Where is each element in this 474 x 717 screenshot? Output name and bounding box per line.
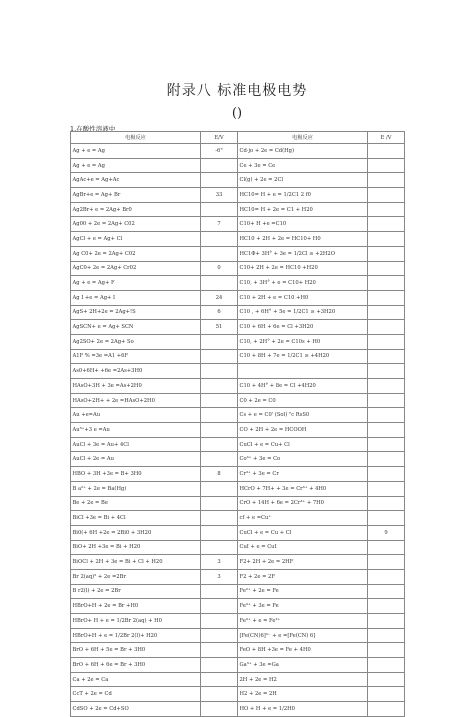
- ev-left-cell: [201, 173, 238, 188]
- reaction-right-cell: F2 + 2e = 2F: [238, 569, 368, 584]
- ev-left-cell: [201, 672, 238, 687]
- table-row: [71, 599, 405, 614]
- table-row: [71, 540, 405, 555]
- reaction-left-cell: Ag2Br+ e = 2Ag+ Br0: [71, 202, 201, 217]
- table-row: [71, 408, 405, 423]
- ev-left-cell: [201, 276, 238, 291]
- reaction-right-cell: Ce + 3e = Ce: [238, 158, 368, 173]
- ev-right-cell: [368, 643, 405, 658]
- ev-right-cell: [368, 481, 405, 496]
- table-row: [71, 643, 405, 658]
- ev-left-cell: [201, 393, 238, 408]
- ev-left-cell: 3: [201, 555, 238, 570]
- reaction-left-cell: AgC0+ 2e = 2Ag+ Cr02: [71, 261, 201, 276]
- table-row: [71, 320, 405, 335]
- ev-right-cell: [368, 672, 405, 687]
- table-row: [71, 658, 405, 673]
- ev-left-cell: [201, 643, 238, 658]
- ev-right-cell: [368, 393, 405, 408]
- ev-right-cell: [368, 334, 405, 349]
- reaction-right-cell: C0 + 2e = C0: [238, 393, 368, 408]
- ev-right-cell: [368, 423, 405, 438]
- ev-left-cell: [201, 452, 238, 467]
- ev-right-cell: [368, 144, 405, 159]
- table-row: [71, 496, 405, 511]
- reaction-left-cell: Ag + e = Ag+ F: [71, 276, 201, 291]
- reaction-right-cell: C10 + 2H + e = C10 +H0: [238, 290, 368, 305]
- ev-right-cell: [368, 452, 405, 467]
- reaction-right-cell: HC10= H + 2e = C1 + H20: [238, 202, 368, 217]
- reaction-left-cell: HAsO+3H + 3e =As+2H0: [71, 379, 201, 394]
- reaction-right-cell: C10+ 2H + 2e = HC10 +H20: [238, 261, 368, 276]
- ev-right-cell: [368, 702, 405, 717]
- ev-left-cell: [201, 614, 238, 629]
- ev-right-cell: [368, 569, 405, 584]
- reaction-right-cell: HC1Φ+ 3H° + 3e = 1/2Cl ≥ +2H2O: [238, 246, 368, 261]
- table-row: [71, 334, 405, 349]
- ev-left-cell: [201, 408, 238, 423]
- ev-left-cell: -6": [201, 144, 238, 159]
- ev-right-cell: [368, 320, 405, 335]
- table-row: [71, 672, 405, 687]
- ev-right-cell: [368, 364, 405, 379]
- table-header-row: [71, 132, 405, 144]
- ev-left-cell: [201, 232, 238, 247]
- ev-right-cell: [368, 496, 405, 511]
- reaction-left-cell: HBO + 3H +3e = B+ 3H0: [71, 467, 201, 482]
- ev-left-cell: [201, 481, 238, 496]
- reaction-right-cell: H2 + 2e = 2H: [238, 687, 368, 702]
- ev-left-cell: 7: [201, 217, 238, 232]
- electrode-potential-table: [70, 131, 405, 717]
- reaction-left-cell: B r2(l) + 2e = 2Br: [71, 584, 201, 599]
- reaction-left-cell: As0+6H+ +6e =2As+3H0: [71, 364, 201, 379]
- reaction-right-cell: HO + H + e = 1/2H0: [238, 702, 368, 717]
- reaction-left-cell: HBrO+H + 2e = Br +H0: [71, 599, 201, 614]
- reaction-right-cell: Cr³⁺ + 3e = Cr: [238, 467, 368, 482]
- reaction-right-cell: C10+ H +e =C10: [238, 217, 368, 232]
- ev-left-cell: [201, 379, 238, 394]
- reaction-right-cell: F2+ 2H + 2e = 2HF: [238, 555, 368, 570]
- ev-right-cell: [368, 305, 405, 320]
- ev-left-cell: 51: [201, 320, 238, 335]
- reaction-right-cell: C10 , + 6H° + 5e = 1/2C1 ≥ +3H20: [238, 305, 368, 320]
- table-row: [71, 246, 405, 261]
- reaction-left-cell: AgAc+e = Ag+Ac: [71, 173, 201, 188]
- reaction-left-cell: AgBr+e = Ag+ Br: [71, 188, 201, 203]
- reaction-right-cell: Cs + e = C0' (Sol) "c RsS0: [238, 408, 368, 423]
- ev-left-cell: [201, 349, 238, 364]
- reaction-right-cell: Fe³⁺ + 3e = Fe: [238, 599, 368, 614]
- header-reaction-right: 电极反应: [238, 132, 368, 144]
- reaction-left-cell: Br 2(aq)² + 2e =2Br: [71, 569, 201, 584]
- ev-right-cell: [368, 628, 405, 643]
- reaction-left-cell: HBrO+H + e = 1/2Br 2(l)+ H20: [71, 628, 201, 643]
- page-subtitle: (): [231, 106, 243, 121]
- reaction-right-cell: [Fe(CN)6]³⁻ + e =[Fe(CN) 6]: [238, 628, 368, 643]
- ev-left-cell: [201, 158, 238, 173]
- ev-right-cell: [368, 158, 405, 173]
- table-row: [71, 144, 405, 159]
- reaction-left-cell: A1F % =3e =A1 +6F: [71, 349, 201, 364]
- ev-right-cell: [368, 290, 405, 305]
- reaction-left-cell: BiO+ 2H +3e = Bi + H20: [71, 540, 201, 555]
- ev-left-cell: [201, 687, 238, 702]
- ev-right-cell: 9: [368, 525, 405, 540]
- ev-right-cell: [368, 584, 405, 599]
- table-row: [71, 452, 405, 467]
- reaction-left-cell: Bi0(+ 6H +2e = 2Bi0 + 3H20: [71, 525, 201, 540]
- ev-left-cell: [201, 364, 238, 379]
- ev-left-cell: [201, 702, 238, 717]
- ev-right-cell: [368, 687, 405, 702]
- ev-right-cell: [368, 658, 405, 673]
- ev-right-cell: [368, 232, 405, 247]
- reaction-right-cell: CuCl + e = Cu+ Cl: [238, 437, 368, 452]
- reaction-left-cell: CcT + 2e = Cd: [71, 687, 201, 702]
- table-row: [71, 614, 405, 629]
- ev-left-cell: [201, 658, 238, 673]
- ev-right-cell: [368, 511, 405, 526]
- reaction-right-cell: C10, + 3H° + e = C10+ H20: [238, 276, 368, 291]
- reaction-right-cell: HC10 + 2H + 2e = HC10+ H0: [238, 232, 368, 247]
- ev-right-cell: [368, 202, 405, 217]
- reaction-right-cell: CuCl + e = Cu + Cl: [238, 525, 368, 540]
- table-row: [71, 584, 405, 599]
- ev-right-cell: [368, 276, 405, 291]
- table-row: [71, 261, 405, 276]
- ev-right-cell: [368, 540, 405, 555]
- reaction-right-cell: C10 + 6H + 6e = Cl +3H20: [238, 320, 368, 335]
- page-title: 附录八 标准电极电势: [166, 83, 308, 99]
- reaction-right-cell: C10 + 8H + 7e = 1/2C1 ≥ +4H20: [238, 349, 368, 364]
- ev-right-cell: [368, 614, 405, 629]
- ev-right-cell: [368, 379, 405, 394]
- reaction-left-cell: AgCl + e = Ag+ Cl: [71, 232, 201, 247]
- table-row: [71, 158, 405, 173]
- reaction-right-cell: Ga³⁺ + 3e =Ga: [238, 658, 368, 673]
- reaction-left-cell: Au³⁺+3 e =Au: [71, 423, 201, 438]
- ev-left-cell: 33: [201, 188, 238, 203]
- table-row: [71, 525, 405, 540]
- section-heading: 1.在酸性溶液中: [70, 125, 116, 133]
- header-reaction-left: 电极反应: [71, 132, 201, 144]
- ev-left-cell: [201, 423, 238, 438]
- reaction-right-cell: Fe³⁺ + e = Fe²⁺: [238, 614, 368, 629]
- ev-left-cell: [201, 246, 238, 261]
- reaction-left-cell: Ca + 2e = Ca: [71, 672, 201, 687]
- reaction-left-cell: Ag C0+ 2e = 2Ag+ C02: [71, 246, 201, 261]
- reaction-left-cell: BiCl +3e = Bi + 4Cl: [71, 511, 201, 526]
- table-row: [71, 628, 405, 643]
- reaction-right-cell: cf + e =Cu⁺: [238, 511, 368, 526]
- reaction-right-cell: C10 + 4H° + 8e = Cl +4H20: [238, 379, 368, 394]
- ev-left-cell: 24: [201, 290, 238, 305]
- header-ev-right: E /V: [368, 132, 405, 144]
- table-row: [71, 290, 405, 305]
- reaction-right-cell: CuI + e = CuI: [238, 540, 368, 555]
- table-row: [71, 202, 405, 217]
- ev-left-cell: 6: [201, 305, 238, 320]
- reaction-left-cell: AuCl + 2e = Au: [71, 452, 201, 467]
- reaction-left-cell: B a²⁺ + 2e = Ba(Hg): [71, 481, 201, 496]
- table-row: [71, 276, 405, 291]
- reaction-left-cell: AgSCN+ e = Ag+ SCN: [71, 320, 201, 335]
- reaction-left-cell: BiOCl + 2H + 3e = Bi + Cl + H20: [71, 555, 201, 570]
- ev-left-cell: 8: [201, 467, 238, 482]
- reaction-right-cell: FeO + 8H +3e = Fe + 4H0: [238, 643, 368, 658]
- reaction-right-cell: HCrO + 7H+ + 3e = Cr³⁺ + 4H0: [238, 481, 368, 496]
- ev-right-cell: [368, 217, 405, 232]
- ev-left-cell: [201, 540, 238, 555]
- ev-right-cell: [368, 408, 405, 423]
- table-row: [71, 423, 405, 438]
- reaction-left-cell: Ag00 + 2e = 2Ag+ C02: [71, 217, 201, 232]
- ev-left-cell: [201, 628, 238, 643]
- reaction-left-cell: Ag + e = Ag: [71, 158, 201, 173]
- reaction-left-cell: CdSO + 2e = Cd+SO: [71, 702, 201, 717]
- ev-right-cell: [368, 599, 405, 614]
- reaction-left-cell: HAsO+2H+ + 2e =HAsO+2H0: [71, 393, 201, 408]
- reaction-right-cell: CrO + 14H + 6e = 2Cr³⁺ + 7H0: [238, 496, 368, 511]
- ev-right-cell: [368, 467, 405, 482]
- table-row: [71, 511, 405, 526]
- reaction-left-cell: Ag + e = Ag: [71, 144, 201, 159]
- ev-right-cell: [368, 555, 405, 570]
- ev-right-cell: [368, 188, 405, 203]
- reaction-left-cell: Ag2SO+ 2e = 2Ag+ So: [71, 334, 201, 349]
- ev-right-cell: [368, 173, 405, 188]
- table-row: [71, 349, 405, 364]
- table-row: [71, 437, 405, 452]
- reaction-right-cell: Cd·jo + 2e = Cd(Hg): [238, 144, 368, 159]
- header-ev-left: E/V: [201, 132, 238, 144]
- table-row: [71, 188, 405, 203]
- table-row: [71, 687, 405, 702]
- table-row: [71, 364, 405, 379]
- reaction-right-cell: HC10= H + e = 1/2C1 2 f0: [238, 188, 368, 203]
- ev-left-cell: [201, 496, 238, 511]
- ev-left-cell: [201, 584, 238, 599]
- reaction-right-cell: Fe²⁺ + 2e = Fe: [238, 584, 368, 599]
- table-row: [71, 173, 405, 188]
- ev-left-cell: 0: [201, 261, 238, 276]
- table-row: [71, 702, 405, 717]
- table-row: [71, 569, 405, 584]
- ev-left-cell: [201, 511, 238, 526]
- reaction-right-cell: Cl(g) + 2e = 2Cl: [238, 173, 368, 188]
- table-row: [71, 305, 405, 320]
- ev-right-cell: [368, 349, 405, 364]
- reaction-left-cell: Be + 2e = Be: [71, 496, 201, 511]
- ev-left-cell: [201, 599, 238, 614]
- ev-left-cell: 3: [201, 569, 238, 584]
- ev-right-cell: [368, 437, 405, 452]
- ev-left-cell: [201, 334, 238, 349]
- reaction-right-cell: [238, 364, 368, 379]
- ev-right-cell: [368, 246, 405, 261]
- reaction-right-cell: 2H + 2e = H2: [238, 672, 368, 687]
- reaction-right-cell: Co³⁺ + 3e = Co: [238, 452, 368, 467]
- reaction-left-cell: HBrO+ H + e = 1/2Br 2(aq) + H0: [71, 614, 201, 629]
- reaction-left-cell: BrO + 6H + 6e = Br + 3H0: [71, 658, 201, 673]
- table-row: [71, 393, 405, 408]
- ev-left-cell: [201, 525, 238, 540]
- reaction-right-cell: C10, + 2H° + 2e = C10s + H0: [238, 334, 368, 349]
- ev-right-cell: [368, 261, 405, 276]
- table-body: [71, 144, 405, 717]
- ev-left-cell: [201, 437, 238, 452]
- table-row: [71, 481, 405, 496]
- reaction-right-cell: CO + 2H + 2e = HCOOH: [238, 423, 368, 438]
- table-row: [71, 232, 405, 247]
- reaction-left-cell: AuCl + 3e = Au+ 4Cl: [71, 437, 201, 452]
- ev-left-cell: [201, 202, 238, 217]
- table-row: [71, 555, 405, 570]
- reaction-left-cell: AgS+ 2H+2e = 2Ag+!S: [71, 305, 201, 320]
- table-row: [71, 467, 405, 482]
- table-row: [71, 217, 405, 232]
- reaction-left-cell: BrO + 6H + 5e = Br + 3H0: [71, 643, 201, 658]
- reaction-left-cell: Ag I +e = Ag+ I: [71, 290, 201, 305]
- table-row: [71, 379, 405, 394]
- reaction-left-cell: Au +e=Au: [71, 408, 201, 423]
